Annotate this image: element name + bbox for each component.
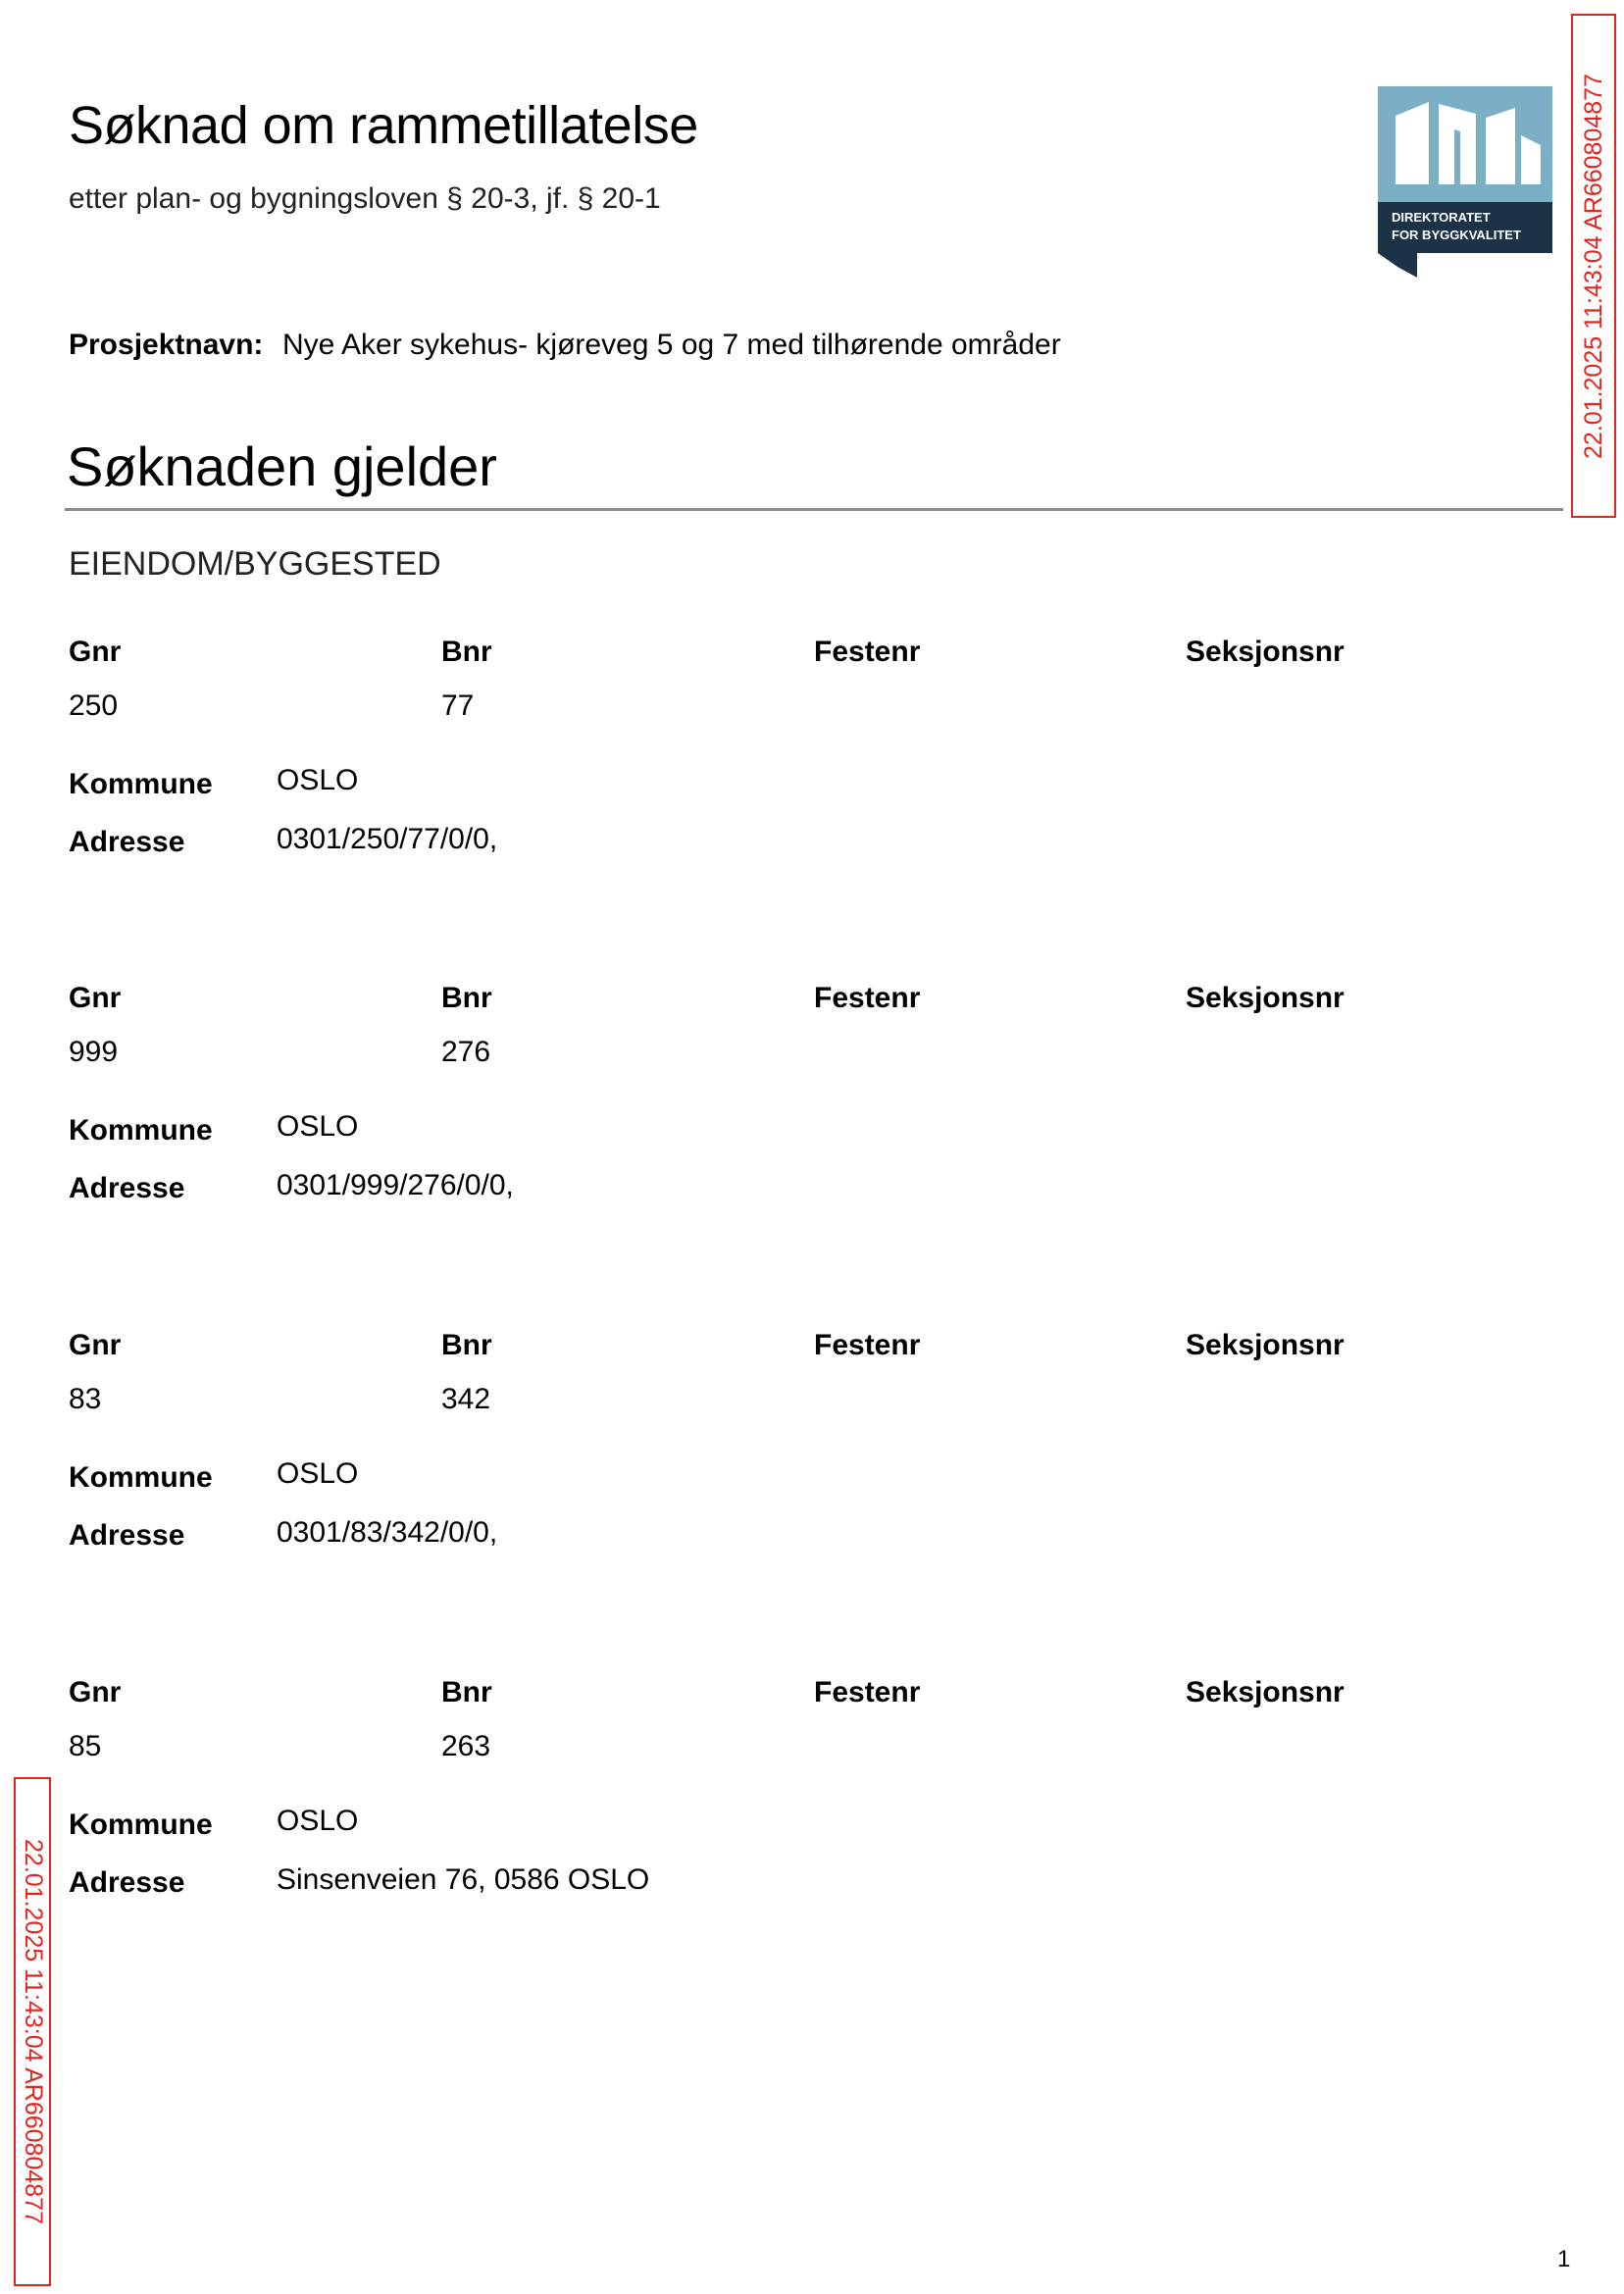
bnr-label: Bnr [441, 636, 492, 668]
gnr-value: 83 [69, 1383, 102, 1415]
property-block-1 [69, 636, 1491, 881]
stamp-text: 22.01.2025 11:43:04 AR660804877 [1579, 73, 1607, 459]
bnr-label: Bnr [441, 1329, 492, 1361]
festenr-label: Festenr [814, 1329, 921, 1361]
bnr-label: Bnr [441, 1676, 492, 1708]
gnr-label: Gnr [69, 1676, 122, 1708]
property-block-4 [69, 1676, 1491, 1921]
gnr-value: 999 [69, 1036, 119, 1068]
kommune-label: Kommune [69, 1114, 213, 1147]
dibk-logo [1378, 86, 1552, 278]
kommune-label: Kommune [69, 1461, 213, 1494]
adresse-value: 0301/999/276/0/0, [277, 1169, 514, 1201]
bnr-value: 276 [441, 1036, 491, 1068]
timestamp-stamp-left [14, 1777, 51, 2286]
document-title: Søknad om rammetillatelse [69, 96, 698, 155]
bnr-value: 263 [441, 1730, 491, 1762]
festenr-label: Festenr [814, 636, 921, 668]
adresse-value: Sinsenveien 76, 0586 OSLO [277, 1863, 650, 1896]
kommune-label: Kommune [69, 768, 213, 800]
festenr-label: Festenr [814, 1676, 921, 1708]
kommune-label: Kommune [69, 1809, 213, 1841]
section-divider [65, 508, 1563, 511]
seksjonsnr-label: Seksjonsnr [1186, 636, 1345, 668]
kommune-value: OSLO [277, 1110, 359, 1143]
bnr-value: 342 [441, 1383, 491, 1415]
festenr-label: Festenr [814, 982, 921, 1014]
project-name: Nye Aker sykehus- kjøreveg 5 og 7 med tilhørende områder [282, 329, 1061, 361]
kommune-value: OSLO [277, 1457, 359, 1490]
project-row [69, 329, 1061, 362]
property-block-2 [69, 982, 1491, 1227]
adresse-label: Adresse [69, 1866, 185, 1899]
page-number: 1 [1557, 2246, 1571, 2272]
adresse-label: Adresse [69, 826, 185, 858]
gnr-label: Gnr [69, 1329, 122, 1361]
adresse-label: Adresse [69, 1519, 185, 1552]
project-label: Prosjektnavn: [69, 329, 264, 361]
gnr-value: 85 [69, 1730, 102, 1762]
adresse-value: 0301/83/342/0/0, [277, 1516, 498, 1549]
kommune-value: OSLO [277, 764, 359, 796]
logo-text-line1: DIREKTORATET [1392, 210, 1491, 225]
seksjonsnr-label: Seksjonsnr [1186, 1329, 1345, 1361]
gnr-label: Gnr [69, 636, 122, 668]
stamp-text: 22.01.2025 11:43:04 AR660804877 [19, 1839, 47, 2224]
kommune-value: OSLO [277, 1805, 359, 1837]
document-subtitle: etter plan- og bygningsloven § 20-3, jf. § 20-1 [69, 182, 661, 215]
seksjonsnr-label: Seksjonsnr [1186, 1676, 1345, 1708]
section-heading: Søknaden gjelder [67, 435, 497, 497]
property-block-3 [69, 1329, 1491, 1574]
gnr-value: 250 [69, 689, 119, 722]
adresse-value: 0301/250/77/0/0, [277, 823, 498, 855]
bnr-label: Bnr [441, 982, 492, 1014]
timestamp-stamp-right [1571, 14, 1616, 518]
logo-text-line2: FOR BYGGKVALITET [1392, 228, 1521, 242]
seksjonsnr-label: Seksjonsnr [1186, 982, 1345, 1014]
adresse-label: Adresse [69, 1172, 185, 1204]
bnr-value: 77 [441, 689, 475, 722]
subsection-heading: EIENDOM/BYGGESTED [69, 545, 441, 583]
gnr-label: Gnr [69, 982, 122, 1014]
